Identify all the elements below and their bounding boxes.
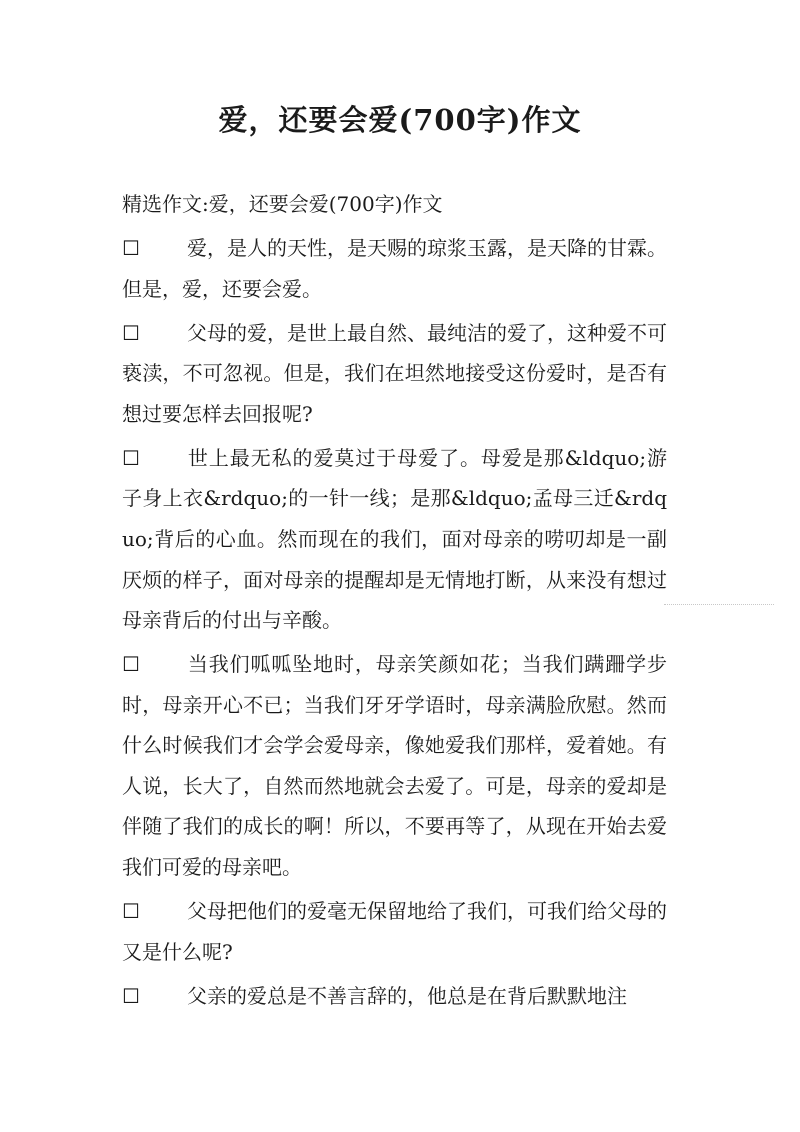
document-title: 爱，还要会爱(700字)作文 bbox=[218, 103, 582, 137]
paragraph-3 bbox=[122, 438, 667, 641]
dotted-divider bbox=[664, 604, 774, 605]
checkbox-glyph-icon: ☐ bbox=[122, 445, 140, 470]
paragraph-text: 父母把他们的爱毫无保留地给了我们，可我们给父母的又是什么呢? bbox=[122, 899, 667, 964]
checkbox-glyph-icon: ☐ bbox=[122, 320, 140, 345]
checkbox-glyph-icon: ☐ bbox=[122, 652, 140, 677]
document-subtitle: 精选作文:爱，还要会爱(700字)作文 bbox=[122, 192, 443, 216]
paragraph-text: 父母的爱，是世上最自然、最纯洁的爱了，这种爱不可亵渎，不可忽视。但是，我们在坦然地接受这份爱时，是否有想过要怎样去回报呢? bbox=[122, 320, 667, 426]
paragraph-6 bbox=[122, 976, 667, 1017]
paragraph-1 bbox=[122, 228, 667, 309]
paragraph-4 bbox=[122, 644, 667, 888]
paragraph-2 bbox=[122, 313, 667, 435]
paragraph-5 bbox=[122, 891, 667, 972]
checkbox-glyph-icon: ☐ bbox=[122, 899, 140, 924]
paragraph-text: 爱，是人的天性，是天赐的琼浆玉露，是天降的甘霖。但是，爱，还要会爱。 bbox=[122, 236, 667, 301]
checkbox-glyph-icon: ☐ bbox=[122, 236, 140, 260]
checkbox-glyph-icon: ☐ bbox=[122, 983, 140, 1008]
paragraph-text: 当我们呱呱坠地时，母亲笑颜如花；当我们蹒跚学步时，母亲开心不已；当我们牙牙学语时，母亲满脸欣慰。然而什么时候我们才会学会爱母亲，像她爱我们那样，爱着她。有人说，长大了，自然而然地就会去爱了。可是，母亲的爱却是伴随了我们的成长的啊！所以，不要再等了，从现在开始去爱我们可爱的母亲吧。 bbox=[122, 652, 667, 880]
paragraph-text: 世上最无私的爱莫过于母爱了。母爱是那&ldquo;游子身上衣&rdquo;的一针一线；是那&ldquo;孟母三迁&rdquo;背后的心血。然而现在的我们，面对母亲的唠叨却是一副厌烦的样子，面对母亲的提醒却是无情地打断，从来没有想过母亲背后的付出与辛酸。 bbox=[122, 445, 667, 633]
document-body bbox=[122, 228, 667, 1020]
paragraph-text: 父亲的爱总是不善言辞的，他总是在背后默默地注 bbox=[187, 983, 627, 1008]
